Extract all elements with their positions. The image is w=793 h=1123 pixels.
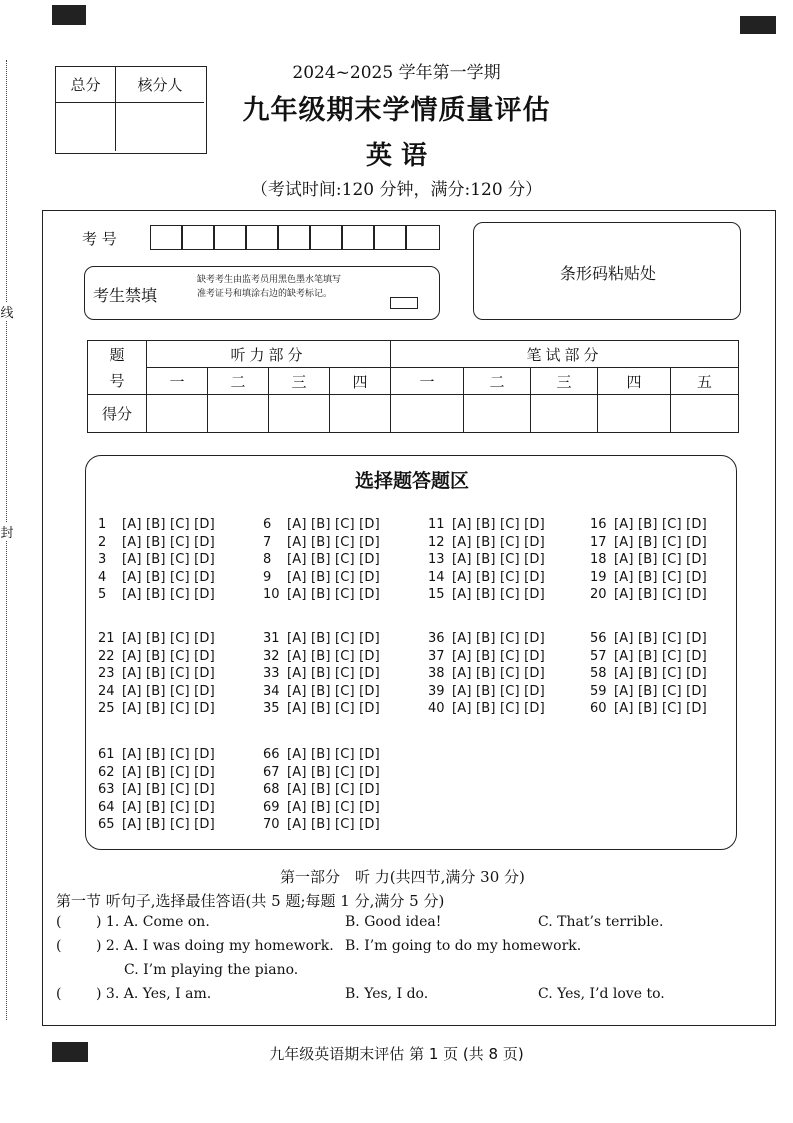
question-2-option-a: ) 2. A. I was doing my homework. [96, 938, 334, 954]
answer-options[interactable]: [A] [B] [C] [D] [122, 534, 215, 550]
answer-row-61[interactable] [98, 747, 215, 762]
section-one-heading: 第一节 听句子,选择最佳答语(共 5 题;每题 1 分,满分 5 分) [56, 892, 445, 910]
question-2-option-b: B. I’m going to do my homework. [345, 938, 582, 954]
answer-row-14[interactable] [428, 570, 545, 585]
exam-info: （考试时间:120 分钟，满分:120 分） [250, 180, 543, 200]
answer-row-60[interactable] [590, 701, 707, 716]
question-number: 36 [428, 631, 445, 646]
question-number: 3 [98, 552, 107, 568]
listening-part: 二 [208, 368, 269, 395]
answer-options[interactable]: [A] [B] [C] [D] [614, 683, 707, 699]
exam-number-cell[interactable] [150, 225, 182, 250]
question-number: 56 [590, 631, 607, 646]
answer-options[interactable]: [A] [B] [C] [D] [452, 552, 545, 568]
question-number: 16 [590, 517, 607, 532]
answer-options[interactable]: [A] [B] [C] [D] [122, 764, 215, 780]
answer-options[interactable]: [A] [B] [C] [D] [452, 517, 545, 532]
answer-row-66[interactable] [263, 747, 380, 762]
binding-char-bottom: 封 [0, 522, 14, 541]
question-number: 15 [428, 587, 445, 603]
answer-options[interactable]: [A] [B] [C] [D] [122, 552, 215, 568]
question-number: 1 [98, 517, 107, 532]
answer-row-11[interactable] [428, 517, 545, 532]
answer-options[interactable]: [A] [B] [C] [D] [452, 569, 545, 585]
answer-row-69[interactable] [263, 800, 380, 815]
question-number: 59 [590, 683, 607, 699]
answer-row-67[interactable] [263, 765, 380, 780]
term-line: 2024~2025 学年第一学期 [292, 63, 501, 83]
question-number: 35 [263, 701, 280, 717]
answer-row-56[interactable] [590, 631, 707, 646]
answer-row-18[interactable] [590, 552, 707, 567]
answer-row-37[interactable] [428, 649, 545, 664]
answer-options[interactable]: [A] [B] [C] [D] [614, 534, 707, 550]
question-number: 23 [98, 666, 115, 682]
answer-options[interactable]: [A] [B] [C] [D] [452, 587, 545, 603]
answer-options[interactable]: [A] [B] [C] [D] [287, 782, 380, 798]
answer-options[interactable]: [A] [B] [C] [D] [614, 587, 707, 603]
answer-options[interactable]: [A] [B] [C] [D] [122, 666, 215, 682]
question-number: 22 [98, 648, 115, 664]
answer-options[interactable]: [A] [B] [C] [D] [287, 817, 380, 833]
answer-row-38[interactable] [428, 666, 545, 681]
total-score-label: 总分 [56, 67, 116, 103]
absent-note: 缺考考生由监考员用黑色墨水笔填写准考证号和填涂右边的缺考标记。 [197, 275, 342, 299]
question-1-option-c: C. That’s terrible. [538, 914, 664, 930]
answer-options[interactable]: [A] [B] [C] [D] [287, 569, 380, 585]
page-footer: 九年级英语期末评估 第 1 页 (共 8 页) [269, 1045, 524, 1063]
answer-row-12[interactable] [428, 535, 545, 550]
question-number: 66 [263, 747, 280, 762]
exam-number-cell[interactable] [182, 225, 214, 250]
question-number: 37 [428, 648, 445, 664]
exam-number-label: 考 号 [82, 230, 117, 248]
answer-options[interactable]: [A] [B] [C] [D] [287, 747, 380, 762]
answer-row-9[interactable] [263, 570, 380, 585]
answer-options[interactable]: [A] [B] [C] [D] [452, 534, 545, 550]
question-3-option-a: ) 3. A. Yes, I am. [96, 986, 212, 1002]
checker-label: 核分人 [116, 67, 204, 103]
question-number: 39 [428, 683, 445, 699]
question-number: 6 [263, 517, 272, 532]
answer-bracket[interactable]: ( [56, 914, 62, 930]
question-number: 17 [590, 534, 607, 550]
question-number: 18 [590, 552, 607, 568]
question-number: 69 [263, 799, 280, 815]
answer-options[interactable]: [A] [B] [C] [D] [287, 631, 380, 646]
answer-row-19[interactable] [590, 570, 707, 585]
answer-options[interactable]: [A] [B] [C] [D] [287, 648, 380, 664]
exam-number-cell[interactable] [406, 225, 440, 250]
writing-part: 五 [671, 368, 739, 395]
answer-row-35[interactable] [263, 701, 380, 716]
registration-mark-top-left [52, 5, 86, 25]
score-label: 得分 [88, 395, 147, 433]
answer-row-7[interactable] [263, 535, 380, 550]
question-number: 5 [98, 587, 107, 603]
answer-row-1[interactable] [98, 517, 215, 532]
question-label: 题 [88, 341, 147, 368]
question-number: 7 [263, 534, 272, 550]
answer-options[interactable]: [A] [B] [C] [D] [452, 631, 545, 646]
answer-row-65[interactable] [98, 817, 215, 832]
question-number: 65 [98, 817, 115, 833]
answer-row-62[interactable] [98, 765, 215, 780]
score-cell[interactable] [464, 395, 531, 433]
answer-options[interactable]: [A] [B] [C] [D] [287, 552, 380, 568]
registration-mark-top-right [740, 16, 776, 34]
answer-row-24[interactable] [98, 684, 215, 699]
answer-row-17[interactable] [590, 535, 707, 550]
answer-row-2[interactable] [98, 535, 215, 550]
answer-bracket[interactable]: ( [56, 938, 62, 954]
exam-number-cell[interactable] [310, 225, 342, 250]
answer-row-20[interactable] [590, 587, 707, 602]
question-number: 68 [263, 782, 280, 798]
question-number: 11 [428, 517, 445, 532]
answer-options[interactable]: [A] [B] [C] [D] [452, 683, 545, 699]
question-3-option-c: C. Yes, I’d love to. [538, 986, 665, 1002]
score-cell[interactable] [671, 395, 739, 433]
answer-row-63[interactable] [98, 782, 215, 797]
answer-row-57[interactable] [590, 649, 707, 664]
listening-part: 四 [330, 368, 391, 395]
score-cell[interactable] [208, 395, 269, 433]
question-number: 19 [590, 569, 607, 585]
question-1-option-a: ) 1. A. Come on. [96, 914, 210, 930]
score-cell[interactable] [391, 395, 464, 433]
question-1-option-b: B. Good idea! [345, 914, 442, 930]
writing-part: 二 [464, 368, 531, 395]
exam-title: 九年级期末学情质量评估 [242, 95, 551, 126]
answer-options[interactable]: [A] [B] [C] [D] [122, 648, 215, 664]
answer-row-39[interactable] [428, 684, 545, 699]
answer-row-8[interactable] [263, 552, 380, 567]
part-one-heading: 第一部分 听 力(共四节,满分 30 分) [280, 868, 525, 886]
writing-part: 四 [598, 368, 671, 395]
answer-row-6[interactable] [263, 517, 380, 532]
answer-row-34[interactable] [263, 684, 380, 699]
question-number: 14 [428, 569, 445, 585]
answer-row-32[interactable] [263, 649, 380, 664]
answer-row-31[interactable] [263, 631, 380, 646]
answer-options[interactable]: [A] [B] [C] [D] [122, 747, 215, 762]
answer-options[interactable]: [A] [B] [C] [D] [452, 666, 545, 682]
writing-part: 一 [391, 368, 464, 395]
answer-row-23[interactable] [98, 666, 215, 681]
answer-row-4[interactable] [98, 570, 215, 585]
answer-row-13[interactable] [428, 552, 545, 567]
question-number: 25 [98, 701, 115, 717]
answer-row-64[interactable] [98, 800, 215, 815]
answer-row-10[interactable] [263, 587, 380, 602]
answer-row-33[interactable] [263, 666, 380, 681]
question-number: 13 [428, 552, 445, 568]
answer-row-59[interactable] [590, 684, 707, 699]
answer-options[interactable]: [A] [B] [C] [D] [287, 764, 380, 780]
binding-char-top: 线 [0, 302, 14, 321]
exam-number-cell[interactable] [278, 225, 310, 250]
answer-options[interactable]: [A] [B] [C] [D] [122, 569, 215, 585]
answer-options[interactable]: [A] [B] [C] [D] [287, 587, 380, 603]
score-cell[interactable] [598, 395, 671, 433]
question-number: 32 [263, 648, 280, 664]
answer-options[interactable]: [A] [B] [C] [D] [452, 701, 545, 717]
listening-label: 听力部分 [147, 341, 391, 368]
answer-options[interactable]: [A] [B] [C] [D] [452, 648, 545, 664]
answer-row-22[interactable] [98, 649, 215, 664]
answer-row-21[interactable] [98, 631, 215, 646]
question-number: 58 [590, 666, 607, 682]
question-number: 67 [263, 764, 280, 780]
question-number: 64 [98, 799, 115, 815]
score-cell[interactable] [147, 395, 208, 433]
answer-row-5[interactable] [98, 587, 215, 602]
question-number: 57 [590, 648, 607, 664]
question-number: 61 [98, 747, 115, 762]
question-number: 38 [428, 666, 445, 682]
question-number: 12 [428, 534, 445, 550]
answer-options[interactable]: [A] [B] [C] [D] [614, 517, 707, 532]
exam-number-cell[interactable] [246, 225, 278, 250]
answer-options[interactable]: [A] [B] [C] [D] [287, 799, 380, 815]
answer-row-15[interactable] [428, 587, 545, 602]
question-2-option-c: C. I’m playing the piano. [124, 962, 299, 978]
answer-options[interactable]: [A] [B] [C] [D] [122, 631, 215, 646]
answer-options[interactable]: [A] [B] [C] [D] [287, 534, 380, 550]
question-number: 20 [590, 587, 607, 603]
score-cell[interactable] [531, 395, 598, 433]
answer-options[interactable]: [A] [B] [C] [D] [287, 517, 380, 532]
question-number: 21 [98, 631, 115, 646]
answer-options[interactable]: [A] [B] [C] [D] [287, 683, 380, 699]
question-number: 9 [263, 569, 272, 585]
answer-options[interactable]: [A] [B] [C] [D] [122, 799, 215, 815]
answer-row-16[interactable] [590, 517, 707, 532]
question-number: 60 [590, 701, 607, 717]
question-number: 40 [428, 701, 445, 717]
score-cell[interactable] [269, 395, 330, 433]
question-number: 62 [98, 764, 115, 780]
exam-number-cell[interactable] [342, 225, 374, 250]
answer-options[interactable]: [A] [B] [C] [D] [122, 701, 215, 717]
barcode-box [473, 222, 741, 320]
writing-label: 笔试部分 [391, 341, 739, 368]
question-number: 34 [263, 683, 280, 699]
subject-title: 英 语 [365, 141, 428, 171]
question-number: 2 [98, 534, 107, 550]
answer-row-36[interactable] [428, 631, 545, 646]
absent-label: 考生禁填 [93, 286, 158, 305]
question-number: 70 [263, 817, 280, 833]
question-number: 8 [263, 552, 272, 568]
answer-options[interactable]: [A] [B] [C] [D] [614, 569, 707, 585]
answer-options[interactable]: [A] [B] [C] [D] [614, 648, 707, 664]
answer-options[interactable]: [A] [B] [C] [D] [614, 631, 707, 646]
listening-part: 一 [147, 368, 208, 395]
answer-area-title: 选择题答题区 [354, 470, 469, 492]
answer-row-70[interactable] [263, 817, 380, 832]
answer-row-25[interactable] [98, 701, 215, 716]
answer-row-68[interactable] [263, 782, 380, 797]
answer-row-40[interactable] [428, 701, 545, 716]
absent-mark-box[interactable] [390, 297, 418, 309]
grade-table [87, 340, 739, 433]
question-number: 4 [98, 569, 107, 585]
number-label: 号 [88, 368, 147, 395]
answer-options[interactable]: [A] [B] [C] [D] [287, 701, 380, 717]
question-number: 24 [98, 683, 115, 699]
answer-options[interactable]: [A] [B] [C] [D] [614, 552, 707, 568]
answer-row-58[interactable] [590, 666, 707, 681]
score-cell[interactable] [330, 395, 391, 433]
answer-options[interactable]: [A] [B] [C] [D] [122, 782, 215, 798]
answer-options[interactable]: [A] [B] [C] [D] [122, 683, 215, 699]
answer-options[interactable]: [A] [B] [C] [D] [287, 666, 380, 682]
question-number: 31 [263, 631, 280, 646]
question-3-option-b: B. Yes, I do. [345, 986, 429, 1002]
answer-options[interactable]: [A] [B] [C] [D] [614, 666, 707, 682]
absent-box [84, 266, 440, 320]
question-number: 33 [263, 666, 280, 682]
listening-part: 三 [269, 368, 330, 395]
writing-part: 三 [531, 368, 598, 395]
answer-row-3[interactable] [98, 552, 215, 567]
answer-options[interactable]: [A] [B] [C] [D] [122, 817, 215, 833]
question-number: 63 [98, 782, 115, 798]
question-number: 10 [263, 587, 280, 603]
answer-options[interactable]: [A] [B] [C] [D] [614, 701, 707, 717]
answer-options[interactable]: [A] [B] [C] [D] [122, 587, 215, 603]
exam-number-cell[interactable] [214, 225, 246, 250]
answer-options[interactable]: [A] [B] [C] [D] [122, 517, 215, 532]
barcode-label: 条形码粘贴处 [559, 264, 656, 283]
exam-number-cell[interactable] [374, 225, 406, 250]
answer-bracket[interactable]: ( [56, 986, 62, 1002]
